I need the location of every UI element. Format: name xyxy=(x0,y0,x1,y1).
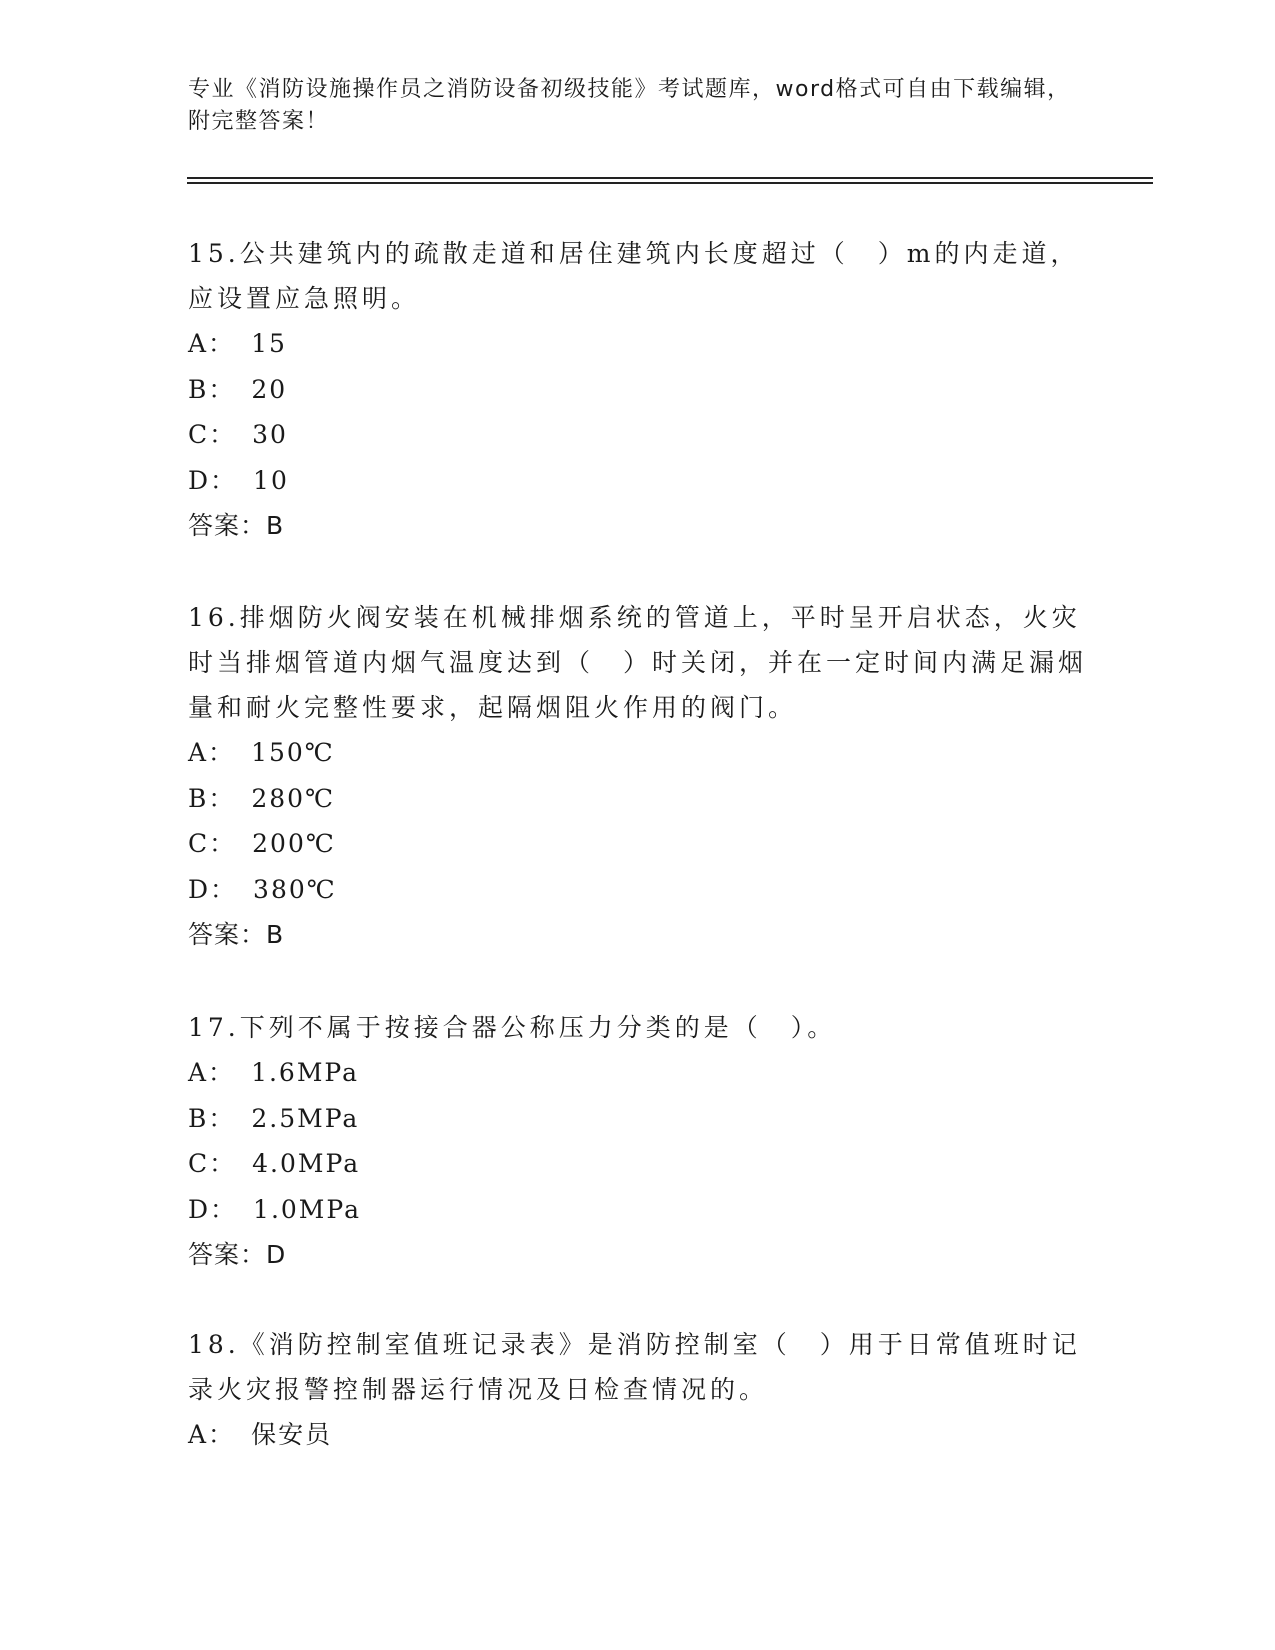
option-label: C： xyxy=(188,829,237,858)
option-label: B： xyxy=(188,1103,236,1133)
option-value: 380℃ xyxy=(253,874,337,904)
option-label: A： xyxy=(188,1420,236,1449)
option-value: 4.0MPa xyxy=(252,1149,361,1178)
option-label: C： xyxy=(188,420,237,449)
option-value: 2.5MPa xyxy=(251,1103,360,1133)
option-value: 保安员 xyxy=(251,1420,333,1449)
option-d xyxy=(188,458,1088,504)
answer: 答案：D xyxy=(188,1240,287,1269)
option-value: 280℃ xyxy=(251,783,336,813)
option-a xyxy=(188,321,1088,367)
header-divider-top xyxy=(187,177,1153,179)
option-c xyxy=(188,412,1088,458)
option-value: 200℃ xyxy=(252,829,336,858)
question-stem: 15.公共建筑内的疏散走道和居住建筑内长度超过（ ）m的内走道，应设置应急照明。 xyxy=(188,239,1080,313)
option-label: B： xyxy=(188,374,236,404)
option-label: D： xyxy=(188,1194,238,1224)
question-stem: 16.排烟防火阀安装在机械排烟系统的管道上，平时呈开启状态，火灾时当排烟管道内烟气温度达到（ ）时关闭，并在一定时间内满足漏烟量和耐火完整性要求，起隔烟阻火作用的阀门。 xyxy=(188,603,1088,722)
question-15 xyxy=(188,231,1088,549)
option-value: 150℃ xyxy=(251,738,335,767)
header-divider-bottom xyxy=(187,182,1153,184)
question-18 xyxy=(188,1322,1088,1458)
option-value: 1.0MPa xyxy=(253,1194,362,1224)
option-c xyxy=(188,821,1088,867)
question-17 xyxy=(188,1005,1088,1278)
answer: 答案：B xyxy=(188,511,285,540)
option-c xyxy=(188,1141,1088,1187)
document-header: 专业《消防设施操作员之消防设备初级技能》考试题库，word格式可自由下载编辑，附完整答案！ xyxy=(188,77,1071,134)
option-label: C： xyxy=(188,1149,237,1178)
option-label: D： xyxy=(188,874,238,904)
option-value: 20 xyxy=(251,374,288,404)
option-label: B： xyxy=(188,783,236,813)
option-d xyxy=(188,867,1088,913)
option-a xyxy=(188,1050,1088,1096)
option-label: A： xyxy=(188,329,236,358)
option-a xyxy=(188,730,1088,776)
question-stem: 18.《消防控制室值班记录表》是消防控制室（ ）用于日常值班时记录火灾报警控制器运行情况及日检查情况的。 xyxy=(188,1330,1081,1404)
option-value: 30 xyxy=(252,420,288,449)
option-value: 10 xyxy=(253,465,289,495)
question-stem: 17.下列不属于按接合器公称压力分类的是（ ）。 xyxy=(188,1013,837,1042)
option-b xyxy=(188,1096,1088,1142)
question-16 xyxy=(188,595,1088,958)
answer: 答案：B xyxy=(188,920,285,949)
option-label: A： xyxy=(188,738,236,767)
option-value: 15 xyxy=(251,329,287,358)
option-b xyxy=(188,367,1088,413)
option-label: A： xyxy=(188,1058,236,1087)
option-b xyxy=(188,776,1088,822)
option-a xyxy=(188,1412,1088,1458)
option-value: 1.6MPa xyxy=(251,1058,360,1087)
option-d xyxy=(188,1187,1088,1233)
option-label: D： xyxy=(188,465,238,495)
